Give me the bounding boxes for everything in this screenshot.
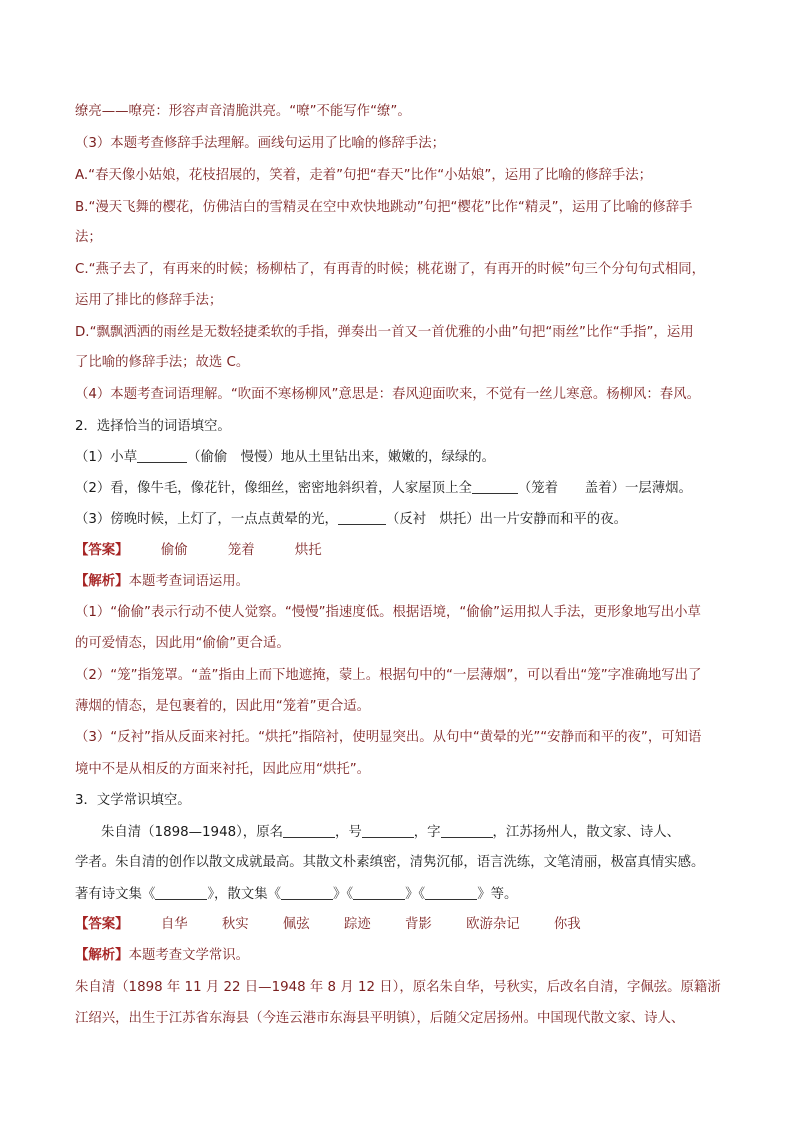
answer-blank [338,510,386,525]
analysis-text: 本题考查文学常识。 [128,948,250,963]
answer-word: 笼着 [227,543,255,558]
text-line: 境中不是从相反的方面来衬托，因此应用“烘托”。 [75,762,371,777]
text-line: 薄烟的情态，是包裹着的，因此用“笼着”更合适。 [75,699,371,714]
analysis-label: 【解析】 [75,574,129,589]
answer-word: 踪迹 [343,917,371,932]
answer-label: 【答案】 [75,917,129,932]
question-2-item-2 [75,479,692,498]
analysis-row-q3 [75,947,249,965]
question-2-item-3 [75,510,627,529]
question-text: 》《 [333,887,354,902]
text-line: C.“燕子去了，有再来的时候；杨柳枯了，有再青的时候；桃花谢了，有再开的时候”句三个分句句式相同， [75,262,706,277]
answer-word: 你我 [553,917,581,932]
answer-blank [283,823,335,838]
answer-row-q3 [75,916,581,934]
question-text: 朱自清（1898—1948），原名 [101,825,283,840]
question-text: 》等。 [477,887,518,902]
analysis-label: 【解析】 [75,948,129,963]
answer-word: 烘托 [294,543,322,558]
question-text: ，号 [334,825,362,840]
answer-word: 自华 [160,917,188,932]
answer-blank [441,823,493,838]
answer-blank [472,479,518,494]
text-line: （1）“偷偷”表示行动不使人觉察。“慢慢”指速度低。根据语境，“偷偷”运用拟人手法，更形象地写出小草 [75,605,701,620]
question-text: （3）傍晚时候，上灯了，一点点黄晕的光， [75,512,338,527]
answer-row-q2 [75,542,322,560]
question-text: 》，散文集《 [207,887,281,902]
answer-blank [353,885,405,900]
text-line: 的可爱情态，因此用“偷偷”更合适。 [75,636,290,651]
question-2-title: 2．选择恰当的词语填空。 [75,419,231,434]
answer-blank [281,885,333,900]
answer-word: 背影 [405,917,432,932]
text-line: 法； [75,230,102,245]
text-line: A.“春天像小姑娘，花枝招展的，笑着，走着”句把“春天”比作“小姑娘”，运用了比喻的修辞手法； [75,168,653,183]
text-line: 缭亮——嘹亮：形容声音清脆洪亮。“嘹”不能写作“缭”。 [75,104,411,119]
question-3-paragraph-end [75,885,517,904]
answer-blank [362,823,414,838]
text-line: （2）“笼”指笼罩。“盖”指由上而下地遮掩，蒙上。根据句中的“一层薄烟”，可以看出“笼”字准确地写出了 [75,668,702,683]
question-text: （笼着 盖着）一层薄烟。 [517,481,692,496]
answer-word: 欧游杂记 [466,917,520,932]
text-line: 朱自清（1898 年 11 月 22 日—1948 年 8 月 12 日），原名朱自华，号秋实，后改名自清，字佩弦。原籍浙 [75,980,721,995]
answer-blank [155,885,207,900]
text-line: （4）本题考查词语理解。“吹面不寒杨柳风”意思是：春风迎面吹来，不觉有一丝儿寒意。杨柳风：春风。 [75,387,700,402]
question-text: 》《 [405,887,426,902]
text-line: D.“飘飘洒洒的雨丝是无数轻捷柔软的手指，弹奏出一首又一首优雅的小曲”句把“雨丝”比作“手指”，运用 [75,325,694,340]
question-2-item-1 [75,448,495,467]
text-line: 运用了排比的修辞手法； [75,293,223,308]
question-text: （2）看，像牛毛，像花针，像细丝，密密地斜织着，人家屋顶上全 [75,481,472,496]
answer-blank [137,448,187,463]
question-3-paragraph [101,823,680,842]
analysis-row-q2 [75,573,249,591]
text-line: （3）“反衬”指从反面来衬托。“烘托”指陪衬，使明显突出。从句中“黄晕的光”“安静而和平的夜”，可知语 [75,730,702,745]
question-text: 著有诗文集《 [75,887,156,902]
answer-word: 佩弦 [282,917,310,932]
text-line: 了比喻的修辞手法；故选 C。 [75,355,250,370]
question-3-title: 3．文学常识填空。 [75,793,191,808]
question-text: （1）小草 [75,450,138,465]
text-line: 江绍兴，出生于江苏省东海县（今连云港市东海县平明镇），后随父定居扬州。中国现代散文家、诗人、 [75,1011,685,1026]
question-text: ，字 [413,825,441,840]
answer-label: 【答案】 [75,543,129,558]
text-line: B.“漫天飞舞的樱花，仿佛洁白的雪精灵在空中欢快地跳动”句把“樱花”比作“精灵”，运用了比喻的修辞手 [75,200,693,215]
answer-word: 秋实 [221,917,249,932]
answer-blank [425,885,477,900]
question-text: （反衬 烘托）出一片安静而和平的夜。 [385,512,627,527]
analysis-text: 本题考查词语运用。 [128,574,250,589]
question-text: （偷偷 慢慢）地从土里钻出来，嫩嫩的，绿绿的。 [187,450,496,465]
answer-word: 偷偷 [160,543,188,558]
text-line: （3）本题考查修辞手法理解。画线句运用了比喻的修辞手法； [75,136,446,151]
text-line: 学者。朱自清的创作以散文成就最高。其散文朴素缜密，清隽沉郁，语言洗练，文笔清丽，极富真情实感。 [75,855,705,870]
question-text: ，江苏扬州人，散文家、诗人、 [492,825,681,840]
